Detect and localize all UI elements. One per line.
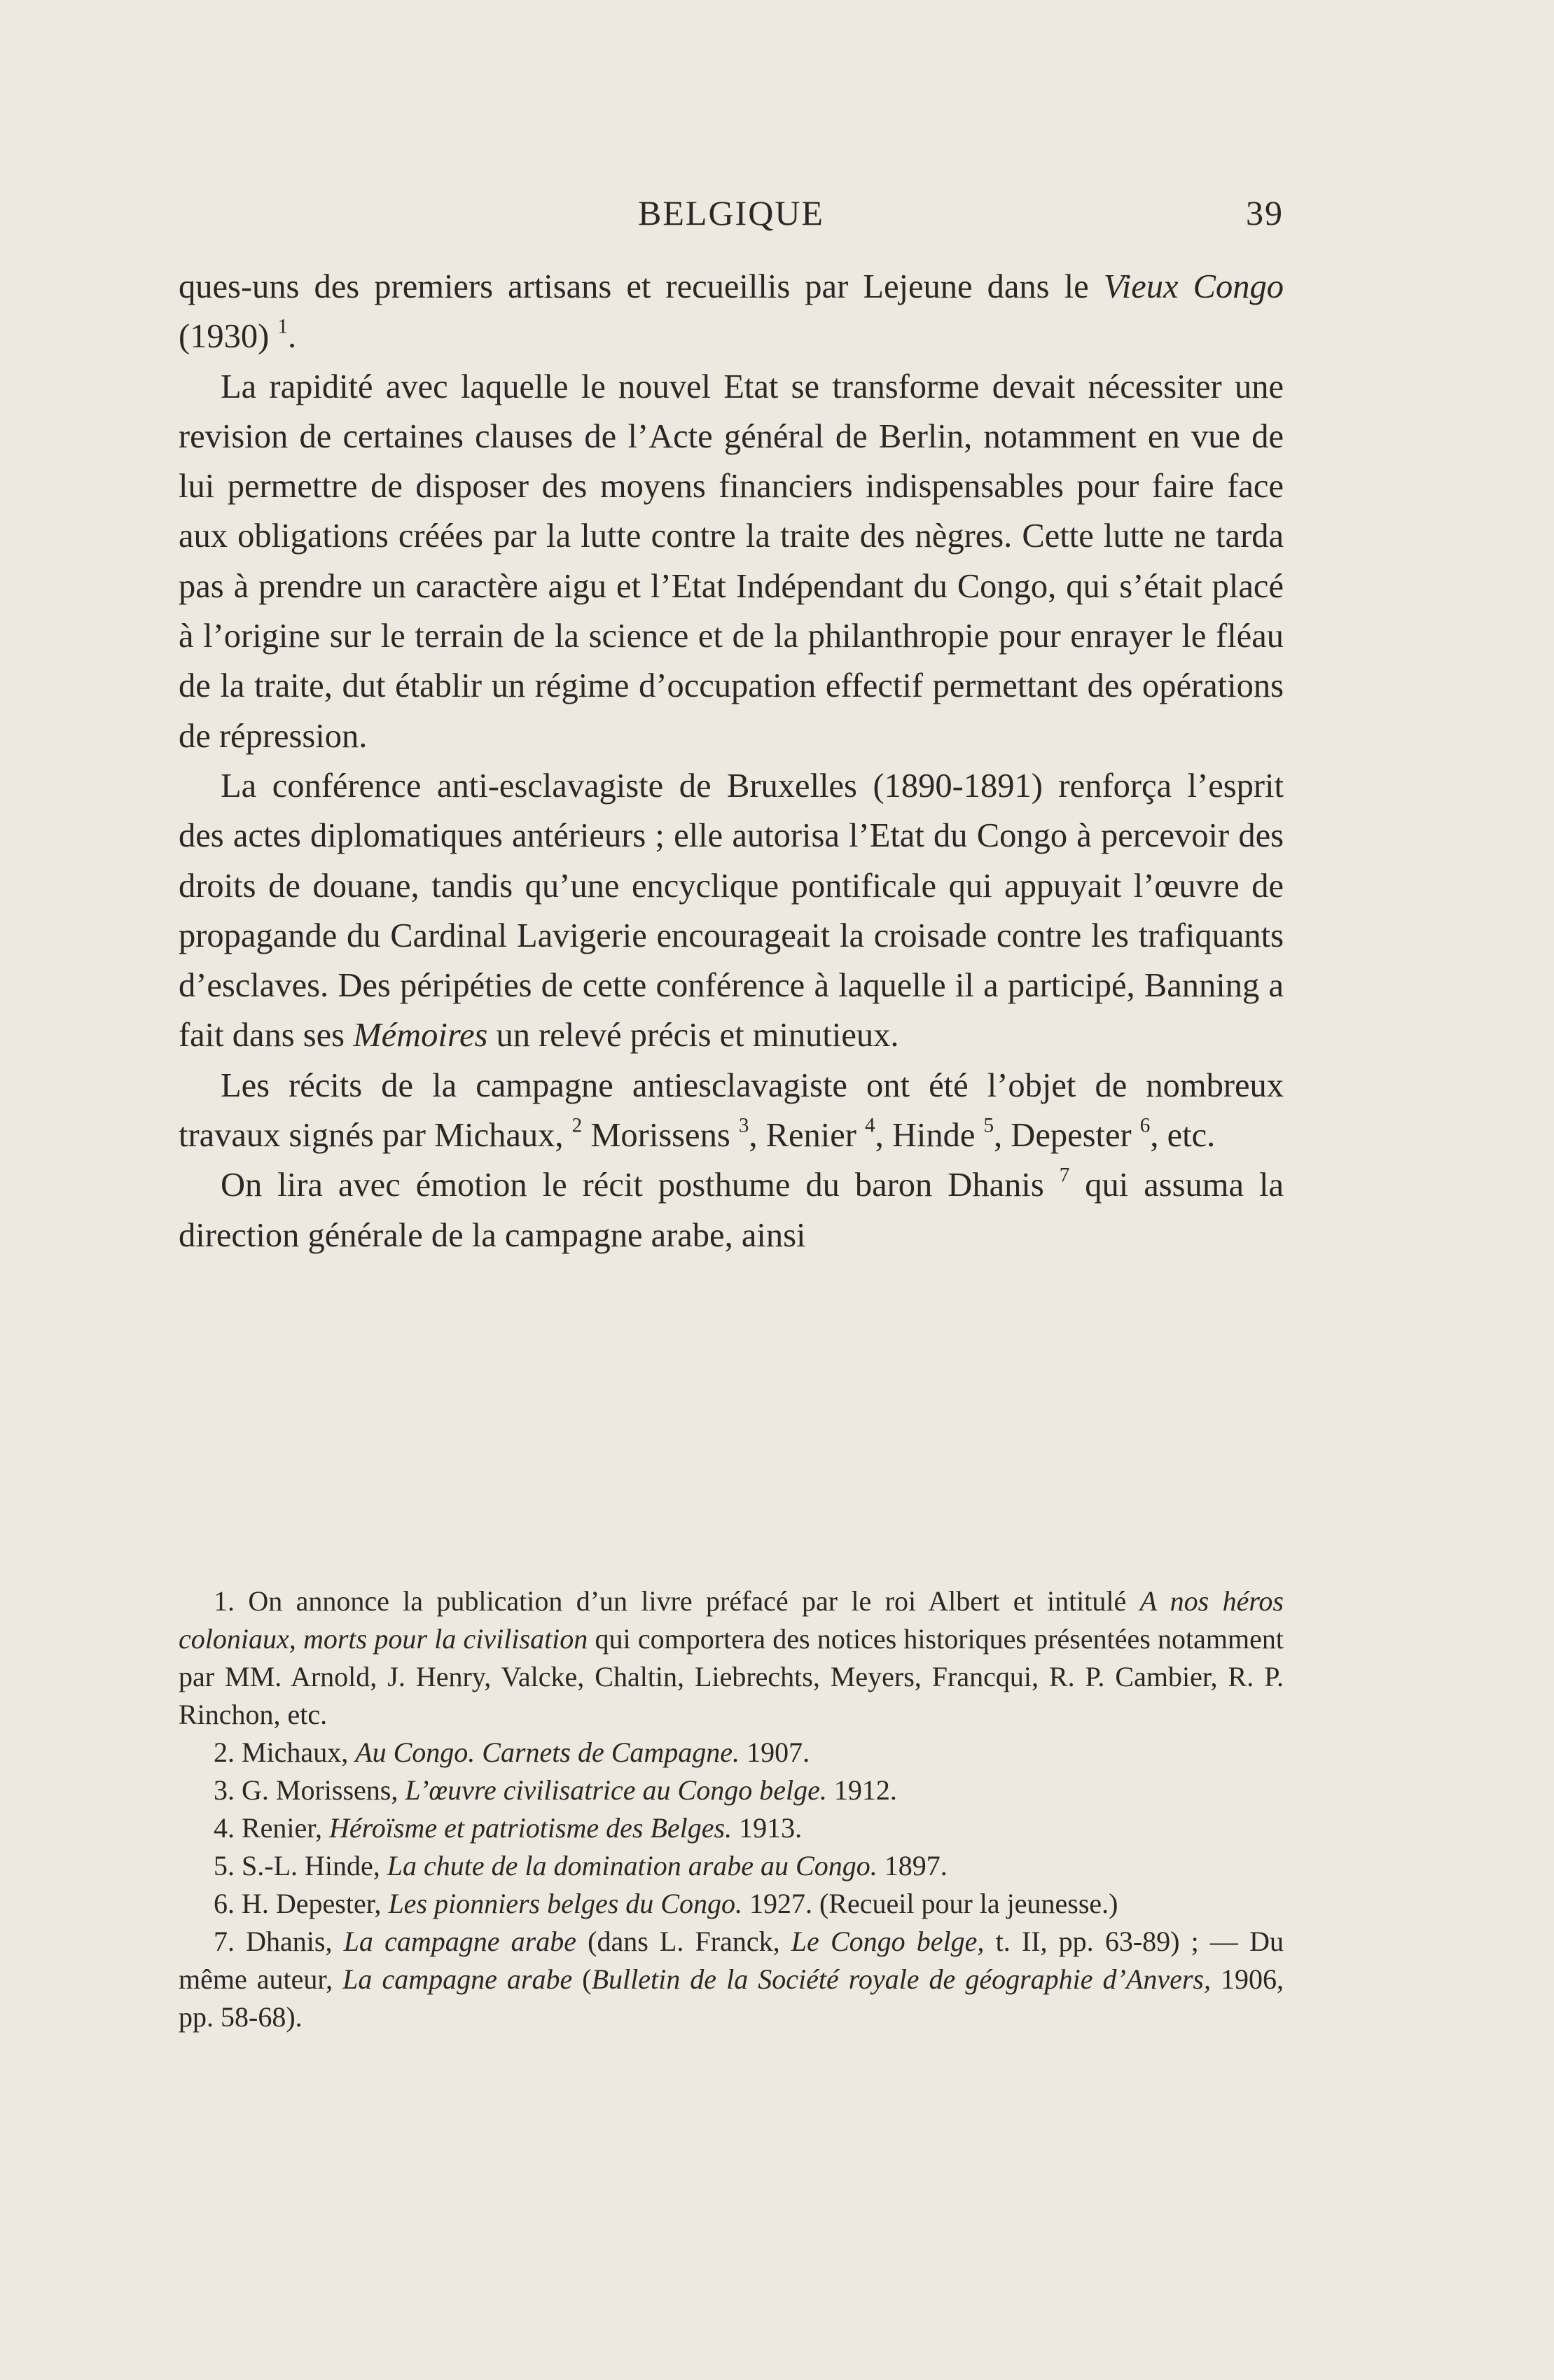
italic-title: Bulletin de la Société royale de géographie d’Anvers, [591,1963,1211,1995]
text-run: Les récits de la campagne antiesclavagiste ont été l’objet de nombreux travaux signés par Michaux, [179,1066,1284,1155]
text-run: 1. On annonce la publication d’un livre préfacé par le roi Albert et intitulé [214,1585,1140,1617]
footnote-ref: 7 [1059,1164,1070,1187]
footnote-ref: 6 [1139,1114,1151,1137]
text-run: 2. Michaux, [214,1737,356,1768]
text-run: 7. Dhanis, [214,1926,344,1957]
text-run: un relevé précis et minutieux. [487,1017,899,1055]
italic-title: Héroïsme et patriotisme des Belges. [329,1812,733,1844]
text-run: , etc. [1150,1117,1216,1155]
text-run: La rapidité avec laquelle le nouvel Etat se transforme devait nécessiter une revision de certaines clauses de l’Acte général de Berlin, notamment en vue de lui permettre de disposer des moyens financiers indispensables pour faire face aux obligations créées par la lutte contre la traite des nègres. Cette lutte ne tarda pas à prendre un caractère aigu et l’Etat Indépendant du Congo, qui s’était placé à l’origine sur le terrain de la science et de la philanthropie pour enrayer le fléau de la traite, dut établir un régime d’occupation effectif permettant des opérations de répression. [179,368,1284,755]
italic-title: La campagne arabe [342,1963,573,1995]
footnote [179,1885,1284,1923]
footnotes [179,1582,1284,2036]
text-run: 1897. [877,1850,948,1881]
footnote-ref: 4 [865,1114,875,1137]
footnote-ref: 5 [983,1114,994,1137]
paragraph [179,1160,1284,1260]
text-run: 5. S.-L. Hinde, [214,1850,387,1881]
text-run: qui comportera des notices historiques présentées notamment par MM. Arnold, J. Henry, Valcke, Chaltin, Liebrechts, Meyers, Francqui, R. P. Cambier, R. P. Rinchon, etc. [179,1623,1284,1730]
text-run: t. II, pp. 63-89) ; — Du même auteur, [179,1926,1284,1995]
text-run: ( [572,1963,592,1995]
footnote [179,1582,1284,1734]
footnote-ref: 1 [277,315,288,338]
italic-title: L’œuvre civilisatrice au Congo belge. [405,1774,827,1806]
paragraph [179,362,1284,761]
text-run: La conférence anti-esclavagiste de Bruxelles (1890-1891) renforça l’esprit des actes diplomatiques antérieurs ; elle autorisa l’Etat du Congo à percevoir des droits de douane, tandis qu’une encyclique pontificale qui appuyait l’œuvre de propagande du Cardinal Lavigerie encourageait la croisade contre les trafiquants d’esclaves. Des péripéties de cette conférence à laquelle il a participé, Banning a fait dans ses [179,767,1284,1055]
text-run: 1906, pp. 58-68). [179,1963,1284,2033]
text-run: , Depester [994,1117,1140,1155]
text-run: 1927. (Recueil pour la jeunesse.) [742,1888,1118,1919]
page-number: 39 [1246,193,1284,232]
text-run: 6. H. Depester, [214,1888,389,1919]
footnote [179,1772,1284,1809]
text-run: ques-uns des premiers artisans et recueillis par Lejeune dans le [179,268,1104,305]
footnote [179,1923,1284,2036]
text-run: 1907. [740,1737,810,1768]
italic-title: La chute de la domination arabe au Congo. [387,1850,877,1881]
italic-title: A nos héros coloniaux, morts pour la civilisation [179,1585,1284,1655]
text-run: (dans L. Franck, [576,1926,791,1957]
text-run: , Renier [749,1117,866,1155]
footnote [179,1734,1284,1772]
running-header [179,190,1284,235]
text-run: On lira avec émotion le récit posthume du baron Dhanis [221,1167,1060,1204]
running-title: BELGIQUE [638,193,824,232]
text-run: (1930) [179,318,278,356]
paragraph [179,761,1284,1061]
footnote [179,1847,1284,1885]
text-run: 4. Renier, [214,1812,330,1844]
paragraph [179,262,1284,362]
text-run: 1912. [826,1774,897,1806]
text-run: qui assuma la direction générale de la campagne arabe, ainsi [179,1167,1284,1254]
text-run: . [287,318,297,356]
italic-title: Mémoires [353,1017,488,1055]
text-run: 3. G. Morissens, [214,1774,405,1806]
footnote-ref: 2 [571,1114,583,1137]
paragraph [179,1061,1284,1161]
text-run: Morissens [582,1117,739,1155]
main-text [179,262,1284,1260]
text-run: , Hinde [875,1117,984,1155]
italic-title: Vieux Congo [1103,268,1284,305]
italic-title: La campagne arabe [343,1926,576,1957]
italic-title: Au Congo. Carnets de Campagne. [355,1737,740,1768]
footnote [179,1809,1284,1847]
italic-title: Le Congo belge, [791,1926,985,1957]
italic-title: Les pionniers belges du Congo. [388,1888,742,1919]
text-run: 1913. [732,1812,803,1844]
footnote-ref: 3 [738,1114,749,1137]
